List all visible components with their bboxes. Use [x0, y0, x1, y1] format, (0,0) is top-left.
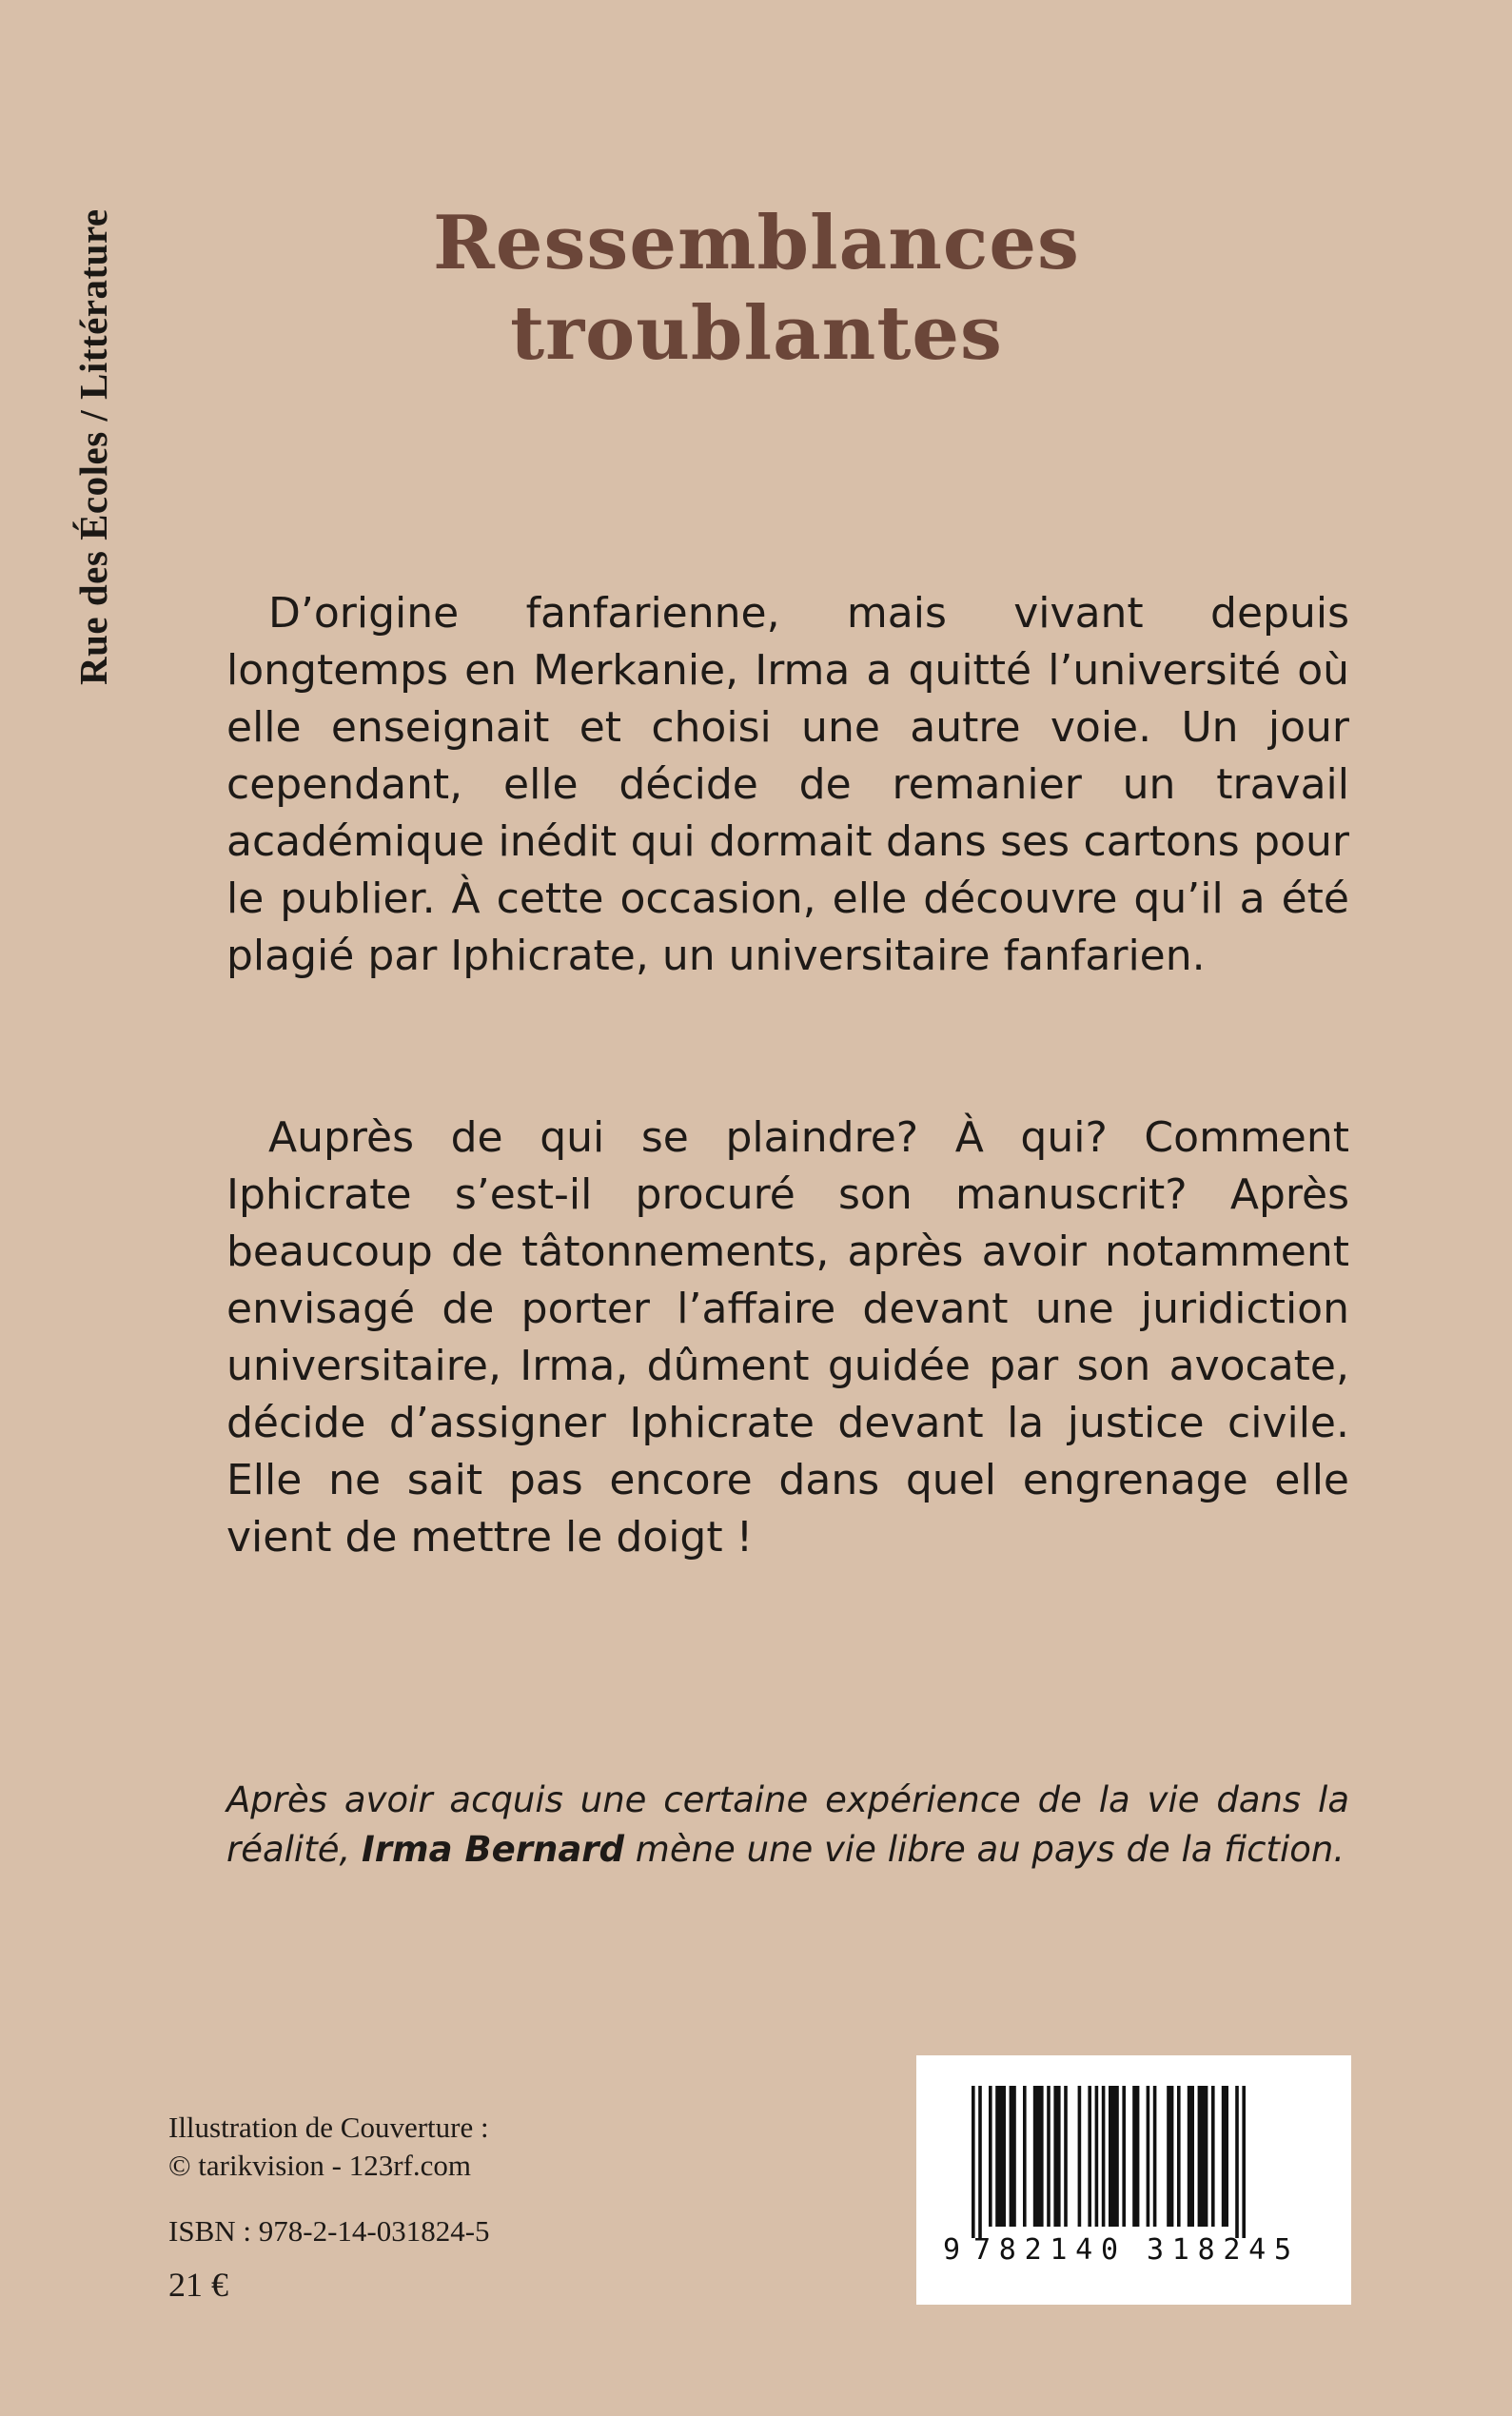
barcode-bar — [1188, 2086, 1194, 2227]
barcode-bar — [1088, 2086, 1091, 2227]
barcode-bar — [1010, 2086, 1016, 2227]
title-line-2: troublantes — [510, 290, 1003, 377]
barcode-bar — [1102, 2086, 1106, 2227]
barcode-bar — [1047, 2086, 1051, 2227]
barcode-bar — [1235, 2086, 1239, 2238]
barcode-left-digits: 782140 — [973, 2233, 1118, 2267]
book-title — [285, 198, 1227, 379]
barcode-bar — [1167, 2086, 1173, 2227]
barcode-right-digits: 318245 — [1147, 2233, 1291, 2267]
barcode-panel — [916, 2055, 1351, 2305]
barcode-bar — [1023, 2086, 1027, 2227]
barcode-bar — [989, 2086, 992, 2227]
summary-paragraph-2: Auprès de qui se plaindre? À qui? Comment Iphicrate s’est-il procuré son manuscrit? Après beaucoup de tâtonnements, après avoir notamment envisagé de porter l’affaire devant une juridiction universitaire, Irma, dûment guidée par son avocate, décide d’assigner Iphicrate devant la justice civile. Elle ne sait pas encore dans quel engrenage elle vient de mettre le doigt ! — [226, 1113, 1349, 1562]
barcode-bar — [1064, 2086, 1068, 2227]
barcode-bar — [995, 2086, 1006, 2227]
author-bio-intro: Après avoir acquis une certaine expérience de la vie dans la réalité, — [226, 1779, 1349, 1870]
barcode-bar — [1078, 2086, 1082, 2227]
barcode-bar — [1222, 2086, 1228, 2227]
barcode-bar — [1122, 2086, 1126, 2227]
barcode-bar — [1132, 2086, 1139, 2227]
barcode-bar — [1147, 2086, 1150, 2227]
barcode-bars — [972, 2086, 1246, 2238]
barcode-bar — [1177, 2086, 1181, 2227]
isbn: ISBN : 978-2-14-031824-5 — [168, 2214, 490, 2248]
author-name: Irma Bernard — [362, 1829, 625, 1870]
barcode-bar — [1033, 2086, 1044, 2227]
price: 21 € — [168, 2266, 228, 2304]
barcode-bar — [1095, 2086, 1099, 2227]
barcode-bar — [1053, 2086, 1060, 2227]
barcode-bar — [1198, 2086, 1208, 2227]
series-label: Rue des Écoles / Littérature — [71, 208, 115, 685]
illustration-source: © tarikvision - 123rf.com — [168, 2149, 471, 2182]
barcode-bar — [1153, 2086, 1157, 2227]
barcode-bar — [1109, 2086, 1119, 2227]
summary-paragraph-1: D’origine fanfarienne, mais vivant depuis longtemps en Merkanie, Irma a quitté l’université où elle enseignait et choisi une autre voie. Un jour cependant, elle décide de remanier un travail académique inédit qui dormait dans ses cartons pour le publier. À cette occasion, elle découvre qu’il a été plagié par Iphicrate, un universitaire fanfarien. — [226, 589, 1349, 980]
illustration-label: Illustration de Couverture : — [168, 2111, 489, 2144]
barcode-bar — [972, 2086, 975, 2238]
barcode-bar — [978, 2086, 982, 2238]
barcode-bar — [1242, 2086, 1246, 2238]
barcode-first-digit: 9 — [943, 2233, 961, 2267]
author-bio-outro: mène une vie libre au pays de la fiction. — [624, 1829, 1345, 1870]
barcode-bar — [1211, 2086, 1215, 2227]
barcode-icon — [916, 2055, 1351, 2305]
title-line-1: Ressemblances — [433, 200, 1080, 286]
illustration-credits — [168, 2109, 489, 2185]
author-bio — [226, 1776, 1349, 1875]
